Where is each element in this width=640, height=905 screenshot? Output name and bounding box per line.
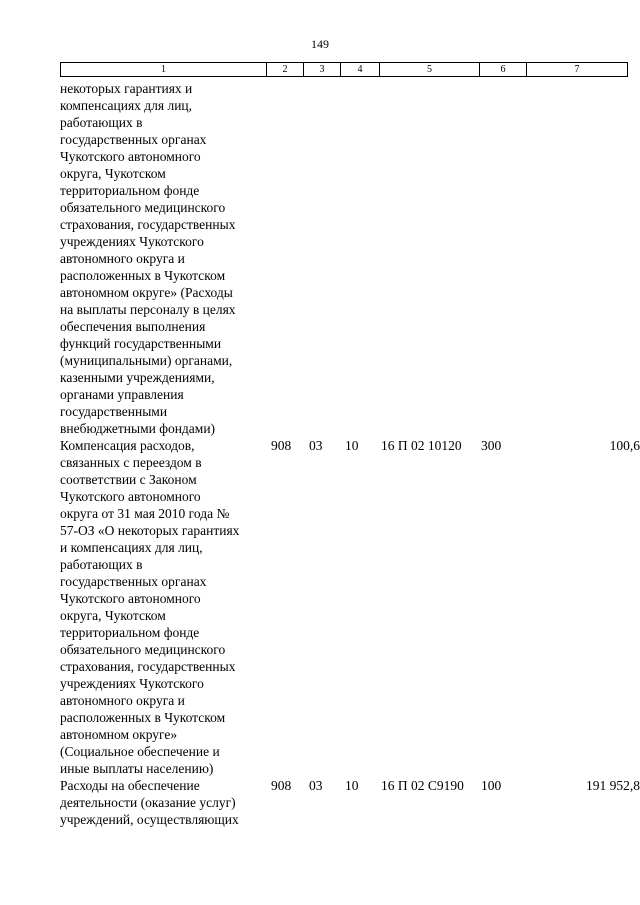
row-code-3: 03 [309, 438, 323, 453]
page-number: 149 [311, 37, 329, 51]
table-row [60, 80, 640, 437]
row-code-6: 100 [481, 778, 502, 793]
row-amount: 100,6 [609, 438, 640, 453]
budget-table-body [60, 80, 640, 828]
row-code-2: 908 [271, 778, 292, 793]
table-row [60, 437, 640, 777]
column-header-3: 3 [303, 63, 340, 76]
row-description: Расходы на обеспечение деятельности (оказание услуг) учреждений, осуществляющих [60, 778, 239, 827]
row-description: некоторых гарантиях и компенсациях для лиц, работающих в государственных органах Чукотского автономного округа, Чукотском территориальном фонде обязательного медицинского страхования, государственных учреждениях Чукотского автономного округа и расположенных в Чукотском автономном округе» (Расходы на выплаты персоналу в целях обеспечения выполнения функций государственными (муниципальными) органами, казенными учреждениями, органами управления государственными внебюджетными фондами) [60, 81, 236, 436]
column-header-7: 7 [526, 63, 628, 76]
row-code-5: 16 П 02 С9190 [381, 778, 464, 793]
column-header-1: 1 [60, 63, 266, 76]
table-row [60, 777, 640, 828]
row-code-6: 300 [481, 438, 502, 453]
table-header [60, 62, 628, 77]
row-code-2: 908 [271, 438, 292, 453]
column-header-4: 4 [340, 63, 379, 76]
column-header-2: 2 [266, 63, 303, 76]
row-code-5: 16 П 02 10120 [381, 438, 462, 453]
column-header-5: 5 [379, 63, 479, 76]
column-header-6: 6 [479, 63, 526, 76]
row-description: Компенсация расходов, связанных с переездом в соответствии с Законом Чукотского автономного округа от 31 мая 2010 года № 57-ОЗ «О некоторых гарантиях и компенсациях для лиц, работающих в государственных органах Чукотского автономного округа, Чукотском территориальном фонде обязательного медицинского страхования, государственных учреждениях Чукотского автономного округа и расположенных в Чукотском автономном округе» (Социальное обеспечение и иные выплаты населению) [60, 438, 240, 776]
row-code-4: 10 [345, 438, 359, 453]
row-code-4: 10 [345, 778, 359, 793]
row-amount: 191 952,8 [586, 778, 640, 793]
row-code-3: 03 [309, 778, 323, 793]
